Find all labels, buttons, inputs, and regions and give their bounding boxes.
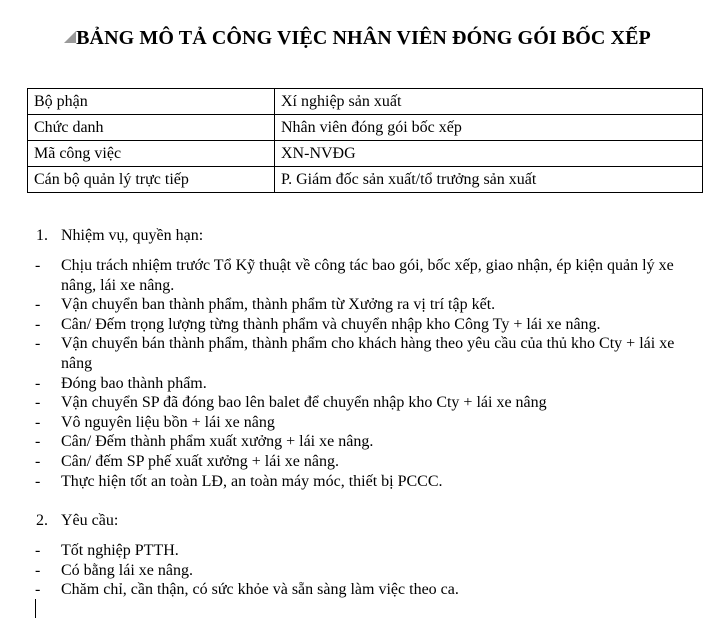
list-item-text: Tốt nghiệp PTTH. [61,542,179,559]
info-label[interactable]: Cán bộ quản lý trực tiếp [28,167,275,193]
bullet-dash: - [35,315,41,333]
list-item [0,295,701,315]
list-item-text: Chăm chỉ, cần thận, có sức khỏe và sẵn sàng làm việc theo ca. [61,581,459,599]
list-item [0,432,701,452]
list-item-text: Thực hiện tốt an toàn LĐ, an toàn máy móc, thiết bị PCCC. [61,472,443,490]
bullet-dash: - [35,413,41,431]
bullet-dash: - [35,561,41,579]
info-value[interactable]: Nhân viên đóng gói bốc xếp [275,115,703,141]
list-item [0,413,701,433]
list-item [0,541,701,561]
info-value[interactable]: Xí nghiệp sản xuất [275,89,703,115]
text-cursor [35,599,36,618]
info-label[interactable]: Chức danh [28,115,275,141]
section-heading-text: Nhiệm vụ, quyền hạn: [61,227,204,244]
info-row [28,115,703,141]
list-item [0,334,701,373]
list-item [0,472,701,492]
bullet-dash: - [35,335,41,353]
list-item-text: Vận chuyển bán thành phẩm, thành phẩm cho khách hàng theo yêu cầu của thủ kho Cty + lái xe nâng [61,335,675,372]
list-item-text: Cân/ Đếm trọng lượng từng thành phẩm và chuyển nhập kho Công Ty + lái xe nâng. [61,315,601,333]
list-item [0,452,701,472]
requirements-list [0,541,701,600]
info-row [28,141,703,167]
list-item [0,393,701,413]
list-item-text: Vận chuyển SP đã đóng bao lên balet để chuyển nhập kho Cty + lái xe nâng [61,394,547,412]
info-label[interactable]: Mã công việc [28,141,275,167]
list-item-text: Cân/ Đếm thành phẩm xuất xưởng + lái xe nâng. [61,433,374,451]
section-heading-requirements [36,512,118,530]
list-item [0,580,701,600]
list-item-text: Đóng bao thành phẩm. [61,374,207,392]
bullet-dash: - [35,433,41,451]
document-title: BẢNG MÔ TẢ CÔNG VIỆC NHÂN VIÊN ĐÓNG GÓI BỐC XẾP [76,27,651,49]
list-item-text: Cân/ đếm SP phế xuất xưởng + lái xe nâng. [61,452,339,470]
bullet-dash: - [35,472,41,490]
info-label[interactable]: Bộ phận [28,89,275,115]
info-value[interactable]: P. Giám đốc sản xuất/tổ trưởng sản xuất [275,167,703,193]
bullet-dash: - [35,374,41,392]
list-item [0,315,701,335]
bullet-dash: - [35,452,41,470]
list-item [0,561,701,581]
duties-list [0,256,701,491]
section-heading-text: Yêu cầu: [61,512,119,529]
bullet-dash: - [35,581,41,599]
info-row [28,167,703,193]
list-item [0,374,701,394]
info-value[interactable]: XN-NVĐG [275,141,703,167]
list-item-text: Vô nguyên liệu bồn + lái xe nâng [61,413,275,431]
bullet-dash: - [35,257,41,274]
bullet-dash: - [35,542,41,559]
section-heading-duties [36,227,203,245]
info-table [27,88,703,193]
section-number: 2. [36,512,48,529]
list-item-text: Vận chuyển ban thành phẩm, thành phẩm từ Xưởng ra vị trí tập kết. [61,296,496,314]
bullet-dash: - [35,394,41,412]
list-item-text: Có bằng lái xe nâng. [61,561,193,579]
section-number: 1. [36,227,48,244]
bullet-dash: - [35,296,41,314]
list-item-text: Chịu trách nhiệm trước Tổ Kỹ thuật về công tác bao gói, bốc xếp, giao nhận, ép kiện quản lý xe nâng, lái xe nâng. [61,257,674,294]
list-item [0,256,701,295]
info-row [28,89,703,115]
